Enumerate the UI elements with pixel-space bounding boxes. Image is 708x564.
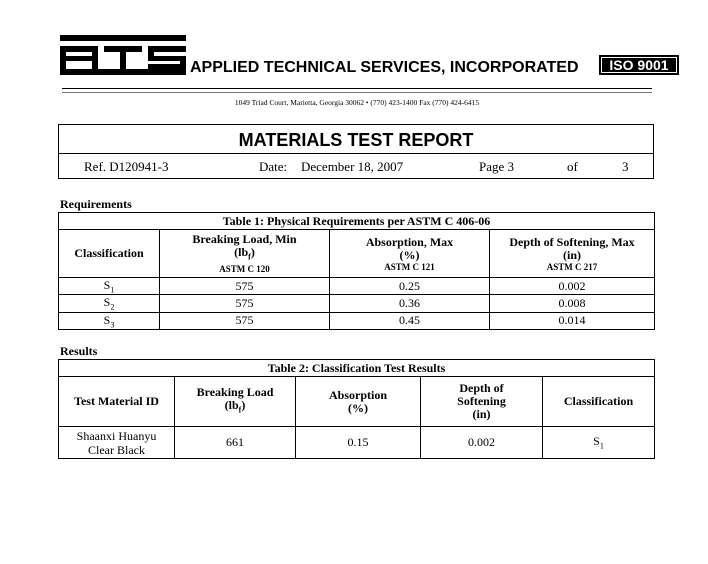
table-row — [59, 427, 655, 459]
depth-label-1: Depth of — [459, 381, 504, 395]
row-absorption: 0.36 — [330, 295, 490, 312]
results-heading: Results — [60, 344, 98, 358]
row-classification: $S_1$ — [59, 278, 160, 295]
breaking-label: Breaking Load — [196, 385, 274, 400]
row-classification: $S_3$ — [59, 312, 160, 329]
col-breaking-load — [160, 230, 330, 278]
breaking-load-unit: $(lb_f)$ — [234, 245, 255, 262]
row-classification: $S_2$ — [59, 295, 160, 312]
row-depth: 0.002 — [490, 278, 655, 295]
table-row — [59, 278, 655, 295]
of-label: of — [567, 159, 578, 174]
depth-std: ASTM C 217 — [546, 261, 598, 272]
company-name: APPLIED TECHNICAL SERVICES, INCORPORATED — [190, 59, 579, 76]
col-material-id: Test Material ID — [59, 377, 175, 427]
report-title: MATERIALS TEST REPORT — [238, 130, 474, 150]
iso-label: ISO 9001 — [602, 58, 676, 72]
row-absorption: 0.15 — [296, 427, 421, 459]
col-depth — [421, 377, 543, 427]
breaking-load-std: ASTM C 120 — [219, 263, 270, 274]
date-label: Date: — [259, 159, 288, 174]
results-table — [58, 359, 655, 459]
table1-caption: Table 1: Physical Requirements per ASTM C 406-06 — [59, 213, 655, 230]
row-load: 575 — [160, 295, 330, 312]
row-load: 661 — [175, 427, 296, 459]
row-load: 575 — [160, 312, 330, 329]
row-classification: $S_1$ — [543, 427, 655, 459]
row-depth: 0.002 — [421, 427, 543, 459]
col-absorption — [296, 377, 421, 427]
requirements-heading: Requirements — [60, 197, 132, 211]
total-pages: 3 — [622, 159, 629, 174]
page-label: Page 3 — [479, 159, 515, 174]
report-ref: Ref. D120941-3 — [84, 159, 169, 174]
absorption-std: ASTM C 121 — [384, 261, 435, 272]
table-row — [59, 295, 655, 312]
col-classification: Classification — [543, 377, 655, 427]
depth-unit: (in) — [563, 247, 581, 262]
absorption-label: Absorption, Max — [365, 234, 454, 249]
iso-badge — [599, 55, 679, 75]
report-date: December 18, 2007 — [301, 159, 404, 174]
depth-label-2: Softening — [457, 394, 506, 408]
absorption-unit: (%) — [348, 400, 368, 415]
depth-label: Depth of Softening, Max — [509, 234, 635, 249]
ats-logo — [60, 35, 186, 75]
header-rule-thin — [62, 92, 652, 93]
row-depth: 0.008 — [490, 295, 655, 312]
breaking-load-label: Breaking Load, Min — [192, 232, 297, 247]
depth-unit: (in) — [472, 407, 491, 421]
col-depth — [490, 230, 655, 278]
col-absorption — [330, 230, 490, 278]
company-address: 1049 Triad Court, Marietta, Georgia 30062 • (770) 423-1400 Fax (770) 424-6415 — [234, 98, 480, 107]
title-divider — [59, 153, 653, 154]
row-absorption: 0.25 — [330, 278, 490, 295]
row-absorption: 0.45 — [330, 312, 490, 329]
requirements-table — [58, 212, 655, 330]
absorption-label: Absorption — [328, 387, 387, 402]
row-depth: 0.014 — [490, 312, 655, 329]
header-rule — [62, 88, 652, 89]
row-material: Shaanxi Huanyu Clear Black — [59, 427, 175, 459]
report-title-box — [58, 124, 654, 179]
col-breaking-load — [175, 377, 296, 427]
table-row — [59, 312, 655, 329]
breaking-unit: $(lb_f)$ — [224, 398, 246, 415]
table2-caption: Table 2: Classification Test Results — [59, 360, 655, 377]
col-classification: Classification — [59, 230, 160, 278]
absorption-unit: (%) — [399, 247, 420, 262]
row-load: 575 — [160, 278, 330, 295]
